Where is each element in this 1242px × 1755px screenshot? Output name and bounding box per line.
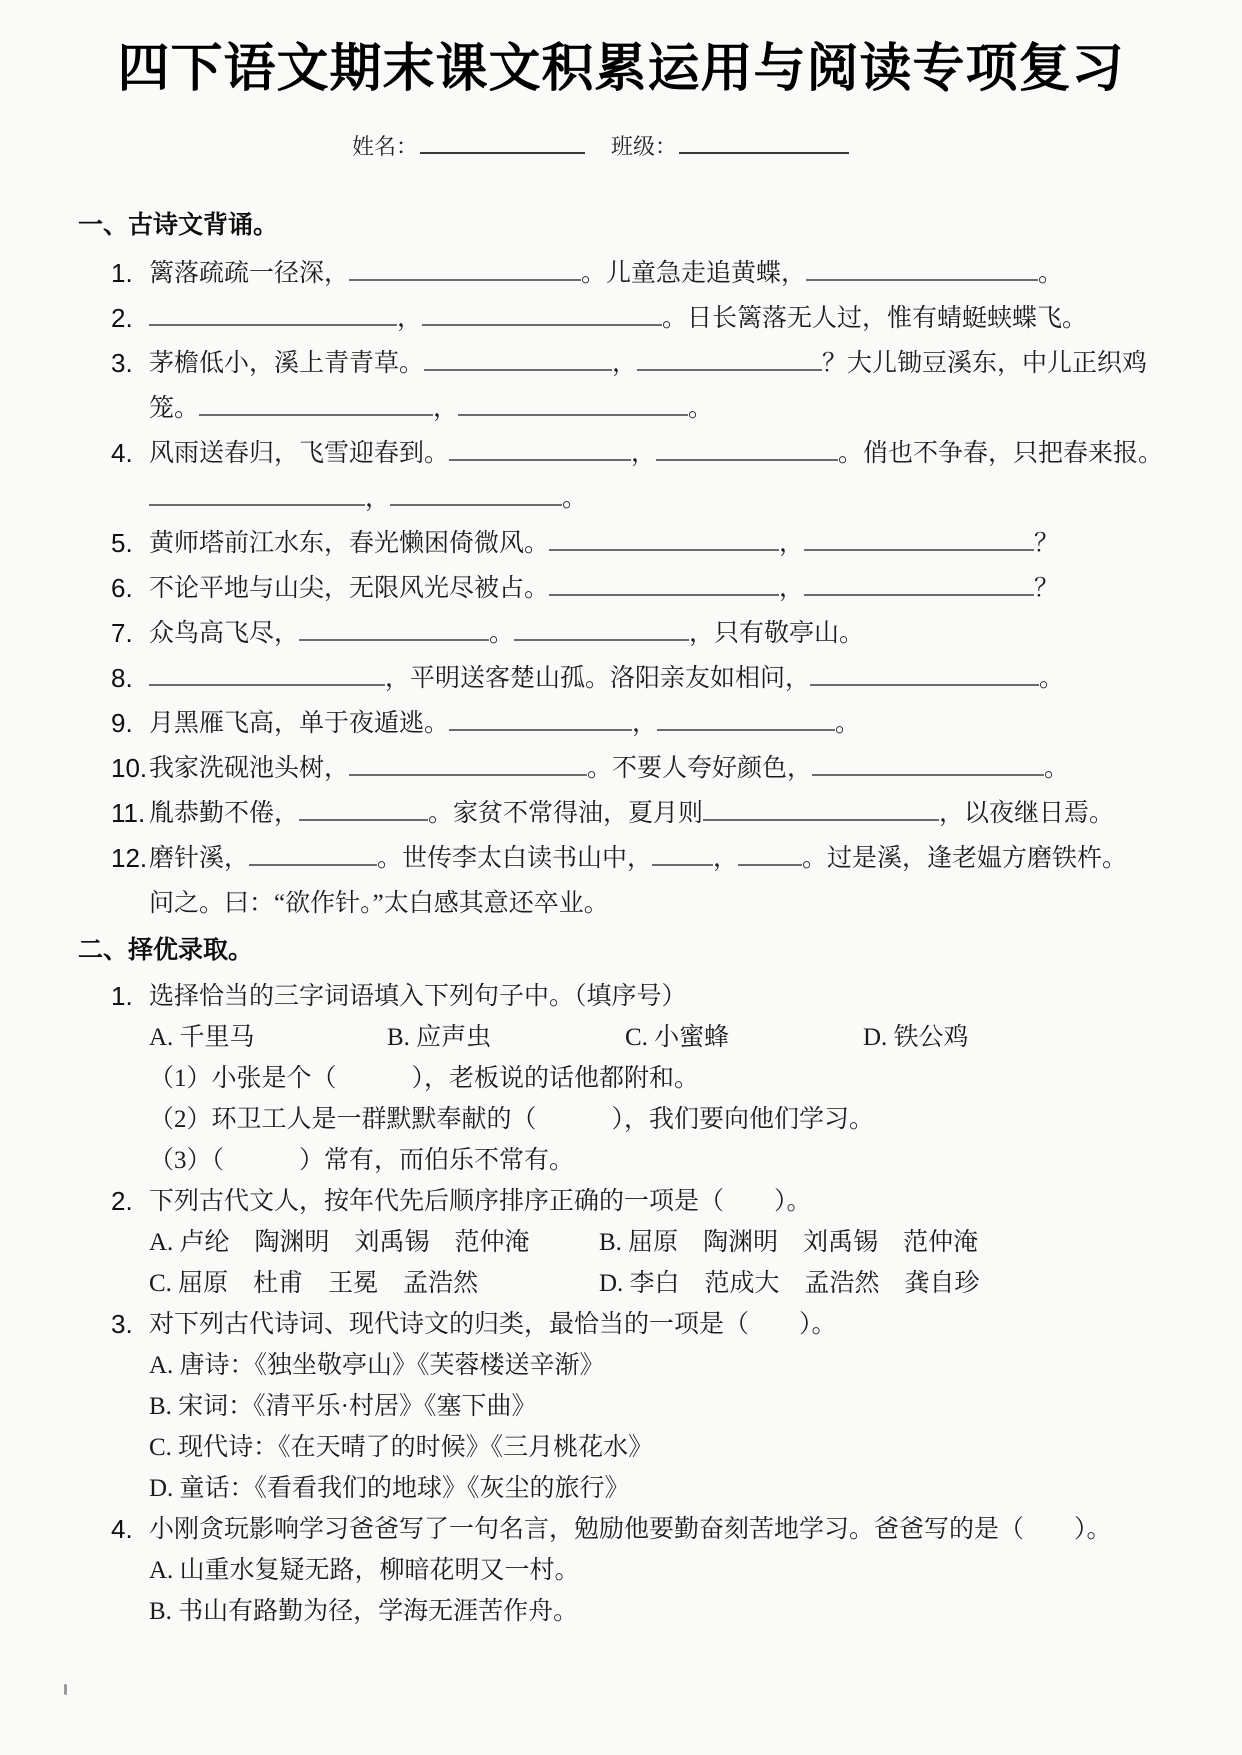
text-run: 胤恭勤不倦， [149,799,300,827]
text-run: 月黑雁飞高，单于夜遁逃。 [149,709,450,737]
question-item [111,611,1242,656]
text-run: 下列古代文人，按年代先后顺序排序正确的一项是（ ）。 [149,1187,812,1215]
text-run: 。 [1039,664,1065,692]
item-number: 2. [111,1185,133,1216]
text-run: ，平明送客楚山孤。洛阳亲友如相问， [385,664,811,692]
answer-blank [703,794,939,821]
answer-blank [390,479,562,506]
text-run: 问之。曰：“欲作针。”太白感其意还卒业。 [149,889,609,917]
item-number: 2. [111,302,133,333]
text-run: 。日长篱落无人过，惟有蜻蜓蛱蝶飞。 [662,304,1088,332]
question-item [111,251,1242,296]
section-heading: 二、择优录取。 [78,935,254,964]
text-run: （1）小张是个（ ），老板说的话他都附和。 [149,1064,700,1092]
item-content [149,1181,1242,1304]
item-content [149,656,1242,701]
item-line [149,1181,1242,1222]
text-run: 。儿童急走追黄蝶， [581,259,807,287]
item-number: 9. [111,707,133,738]
option-column: D. 铁公鸡 [863,1023,969,1051]
text-run: ？大儿锄豆溪东，中儿正织鸡 [822,349,1148,377]
text-run: 。 [688,394,714,422]
student-info-line [352,130,1242,161]
item-content [149,701,1242,746]
item-line [149,1099,1242,1140]
question-item [111,656,1242,701]
item-number: 4. [111,437,133,468]
item-number: 11. [111,797,146,828]
item-line [149,1468,1242,1509]
answer-blank [422,299,662,326]
section [78,205,1242,926]
item-number: 7. [111,617,133,648]
item-number: 12. [111,842,148,873]
question-item [111,836,1242,926]
item-number: 1. [111,980,133,1011]
text-run: 黄师塔前江水东，春光懒困倚微风。 [149,529,550,557]
question-item [111,521,1242,566]
item-line [149,791,1242,836]
item-number: 10. [111,752,148,783]
item-content [149,976,1242,1181]
text-run: 茅檐低小，溪上青青草。 [149,349,425,377]
item-line [149,476,1242,521]
text-run: C. 现代诗：《在天晴了的时候》《三月桃花水》 [149,1433,654,1461]
text-run: （2）环卫工人是一群默默奉献的（ ），我们要向他们学习。 [149,1105,875,1133]
question-item [111,341,1242,431]
item-line [149,1386,1242,1427]
item-number: 3. [111,347,133,378]
answer-blank [652,839,713,866]
item-line [149,1591,1242,1632]
answer-blank [449,704,632,731]
answer-blank [637,344,822,371]
text-run: ， [779,574,805,602]
item-line [149,701,1242,746]
item-content [149,1304,1242,1509]
item-line [149,881,1242,926]
text-run: B. 宋词：《清平乐·村居》《塞下曲》 [149,1392,537,1420]
item-line [149,296,1242,341]
answer-blank [149,659,385,686]
text-run: 篱落疏疏一径深， [149,259,350,287]
answer-blank [149,299,397,326]
answer-blank [349,749,587,776]
question-item [111,431,1242,521]
item-line [149,1140,1242,1181]
page-title: 四下语文期末课文积累运用与阅读专项复习 [117,40,1125,98]
item-line [149,1304,1242,1345]
text-run: 对下列古代诗词、现代诗文的归类，最恰当的一项是（ ）。 [149,1310,837,1338]
item-line [149,836,1242,881]
item-line [149,746,1242,791]
item-line [149,611,1242,656]
text-run: 磨针溪， [149,844,250,872]
item-content [149,521,1242,566]
answer-blank [349,254,581,281]
text-run: ，以夜继日焉。 [939,799,1115,827]
question-item [111,296,1242,341]
text-run: ， [779,529,805,557]
item-line [149,1222,1242,1263]
item-content [149,791,1242,836]
text-run: 风雨送春归，飞雪迎春到。 [149,439,450,467]
answer-blank [299,614,489,641]
name-label: 姓名： [352,133,419,159]
item-line [149,386,1242,431]
text-run: ？ [1034,574,1060,602]
answer-blank [514,614,689,641]
question-item [111,566,1242,611]
text-run: ， [397,304,423,332]
text-run: B. 书山有路勤为径，学海无涯苦作舟。 [149,1597,579,1625]
item-line [149,521,1242,566]
answer-blank [299,794,428,821]
item-number: 4. [111,1513,133,1544]
answer-blank [810,659,1039,686]
answer-blank [656,434,838,461]
text-run: 众鸟高飞尽， [149,619,300,647]
text-run: 。过是溪，逢老媪方磨铁杵。 [802,844,1128,872]
question-item [111,791,1242,836]
item-content [149,611,1242,656]
option-column: B. 屈原 陶渊明 刘禹锡 范仲淹 [599,1228,979,1256]
text-run: ？ [1034,529,1060,557]
text-run: ，只有敬亭山。 [689,619,865,647]
text-run: 。 [1044,754,1070,782]
item-number: 5. [111,527,133,558]
question-item [111,701,1242,746]
answer-blank [424,344,612,371]
item-line [149,1509,1242,1550]
question-item [111,1304,1242,1509]
item-line [149,431,1242,476]
item-line [149,1263,1242,1304]
text-run: ， [433,394,459,422]
answer-blank [449,434,631,461]
text-run: 。 [835,709,861,737]
item-number: 8. [111,662,133,693]
item-number: 3. [111,1308,133,1339]
answer-blank [549,524,779,551]
answer-blank [549,569,779,596]
text-run: 我家洗砚池头树， [149,754,350,782]
text-run: 笼。 [149,394,200,422]
class-blank [679,130,849,154]
text-run: A. 山重水复疑无路，柳暗花明又一村。 [149,1556,580,1584]
answer-blank [804,524,1034,551]
answer-blank [738,839,802,866]
scan-artifact [64,1684,67,1695]
text-run: ， [612,349,638,377]
item-content [149,566,1242,611]
item-line [149,566,1242,611]
option-column: A. 卢纶 陶渊明 刘禹锡 范仲淹 [149,1228,530,1256]
text-run: 。 [1038,259,1064,287]
text-run: A. 唐诗：《独坐敬亭山》《芙蓉楼送辛渐》 [149,1351,605,1379]
text-run: 。俏也不争春，只把春来报。 [838,439,1164,467]
sections [78,205,1242,1632]
text-run: 不论平地与山尖，无限风光尽被占。 [149,574,550,602]
text-run: 小刚贪玩影响学习爸爸写了一句名言，勉励他要勤奋刻苦地学习。爸爸写的是（ ）。 [149,1515,1112,1543]
item-number: 1. [111,257,133,288]
text-run: 。家贫不常得油，夏月则 [428,799,704,827]
section [78,930,1242,1632]
text-run: 选择恰当的三字词语填入下列句子中。（填序号） [149,982,687,1010]
item-line [149,1058,1242,1099]
item-content [149,341,1242,431]
item-line [149,1427,1242,1468]
option-column: C. 小蜜蜂 [625,1023,730,1051]
text-run: ， [713,844,739,872]
text-run: 。不要人夸好颜色， [587,754,813,782]
option-column: C. 屈原 杜甫 王冕 孟浩然 [149,1269,479,1297]
option-column: D. 李白 范成大 孟浩然 龚自珍 [599,1269,980,1297]
answer-blank [249,839,377,866]
question-item [111,1509,1242,1632]
item-content [149,296,1242,341]
item-line [149,976,1242,1017]
answer-blank [657,704,835,731]
item-line [149,1017,1242,1058]
text-run: 。 [562,484,588,512]
section-heading: 一、古诗文背诵。 [78,210,279,239]
text-run: ， [631,439,657,467]
name-blank [420,130,585,154]
item-number: 6. [111,572,133,603]
question-item [111,746,1242,791]
item-line [149,341,1242,386]
text-run: D. 童话：《看看我们的地球》《灰尘的旅行》 [149,1474,630,1502]
question-item [111,976,1242,1181]
item-content [149,431,1242,521]
option-column: A. 千里马 [149,1023,255,1051]
answer-blank [149,479,365,506]
answer-blank [806,254,1038,281]
item-line [149,1550,1242,1591]
text-run: ， [632,709,658,737]
class-label: 班级： [611,133,678,159]
item-content [149,746,1242,791]
answer-blank [199,389,433,416]
item-content [149,1509,1242,1632]
item-line [149,251,1242,296]
item-content [149,836,1242,926]
question-item [111,1181,1242,1304]
option-column: B. 应声虫 [387,1023,492,1051]
item-line [149,656,1242,701]
text-run: ， [365,484,391,512]
item-line [149,1345,1242,1386]
text-run: 。世传李太白读书山中， [377,844,653,872]
answer-blank [804,569,1034,596]
text-run: （3）（ ）常有，而伯乐不常有。 [149,1146,575,1174]
answer-blank [458,389,688,416]
text-run: 。 [489,619,515,647]
answer-blank [812,749,1044,776]
item-content [149,251,1242,296]
